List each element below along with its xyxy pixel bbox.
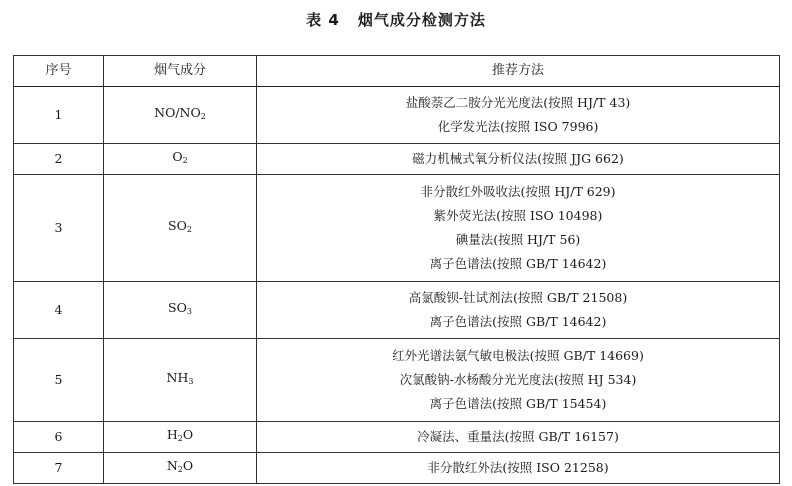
table-header-row	[14, 56, 780, 87]
component-formula: H	[166, 427, 178, 442]
row-seq: 4	[14, 282, 104, 339]
component-subscript: 2	[177, 465, 183, 474]
table-row	[14, 87, 780, 144]
method-item: 化学发光法(按照 ISO 7996)	[437, 119, 599, 134]
method-item: 非分散红外法(按照 ISO 21258)	[427, 460, 609, 475]
method-item: 离子色谱法(按照 GB/T 15454)	[429, 396, 607, 411]
row-methods	[257, 87, 780, 144]
method-item: 离子色谱法(按照 GB/T 14642)	[429, 256, 607, 271]
component-formula: SO	[168, 300, 187, 315]
method-item: 红外光谱法氨气敏电极法(按照 GB/T 14669)	[392, 348, 644, 363]
row-seq: 2	[14, 144, 104, 175]
component-subscript: 2	[182, 156, 188, 165]
method-item: 碘量法(按照 HJ/T 56)	[455, 232, 581, 247]
component-formula: NO/NO	[154, 105, 201, 120]
row-methods	[257, 282, 780, 339]
table-body	[14, 87, 780, 484]
method-item: 盐酸萘乙二胺分光光度法(按照 HJ/T 43)	[405, 95, 631, 110]
component-formula-tail: O	[182, 427, 194, 442]
component-subscript: 2	[177, 434, 183, 443]
row-methods	[257, 144, 780, 175]
method-item: 离子色谱法(按照 GB/T 14642)	[429, 314, 607, 329]
table-row	[14, 453, 780, 484]
method-item: 非分散红外吸收法(按照 HJ/T 629)	[420, 184, 616, 199]
component-formula: O	[172, 149, 183, 164]
method-item: 次氯酸钠-水杨酸分光光度法(按照 HJ 534)	[399, 372, 637, 387]
row-seq: 6	[14, 422, 104, 453]
row-methods	[257, 453, 780, 484]
row-component	[104, 422, 257, 453]
row-component	[104, 453, 257, 484]
component-formula: NH	[166, 370, 189, 385]
header-component: 烟气成分	[104, 56, 257, 87]
table-title	[0, 9, 792, 30]
row-seq: 5	[14, 339, 104, 422]
method-item: 紫外荧光法(按照 ISO 10498)	[433, 208, 603, 223]
table-row	[14, 144, 780, 175]
row-seq: 3	[14, 175, 104, 282]
table-number: 表 4	[306, 11, 340, 29]
row-methods	[257, 422, 780, 453]
row-component	[104, 339, 257, 422]
row-component	[104, 87, 257, 144]
methods-table	[13, 55, 780, 484]
component-subscript: 2	[200, 112, 206, 121]
component-formula-tail: O	[182, 458, 194, 473]
component-subscript: 3	[186, 307, 192, 316]
row-component	[104, 144, 257, 175]
header-seq: 序号	[14, 56, 104, 87]
method-item: 冷凝法、重量法(按照 GB/T 16157)	[417, 429, 619, 444]
method-item: 磁力机械式氧分析仪法(按照 JJG 662)	[412, 151, 624, 166]
component-subscript: 3	[188, 377, 194, 386]
component-formula: SO	[168, 218, 187, 233]
component-subscript: 2	[186, 225, 192, 234]
header-method: 推荐方法	[257, 56, 780, 87]
table-row	[14, 282, 780, 339]
table-row	[14, 339, 780, 422]
method-item: 高氯酸钡-钍试剂法(按照 GB/T 21508)	[408, 290, 628, 305]
row-seq: 1	[14, 87, 104, 144]
row-component	[104, 282, 257, 339]
row-methods	[257, 175, 780, 282]
component-formula: N	[166, 458, 178, 473]
table-caption: 烟气成分检测方法	[357, 11, 486, 29]
row-component	[104, 175, 257, 282]
row-seq: 7	[14, 453, 104, 484]
row-methods	[257, 339, 780, 422]
table-row	[14, 422, 780, 453]
table-row	[14, 175, 780, 282]
